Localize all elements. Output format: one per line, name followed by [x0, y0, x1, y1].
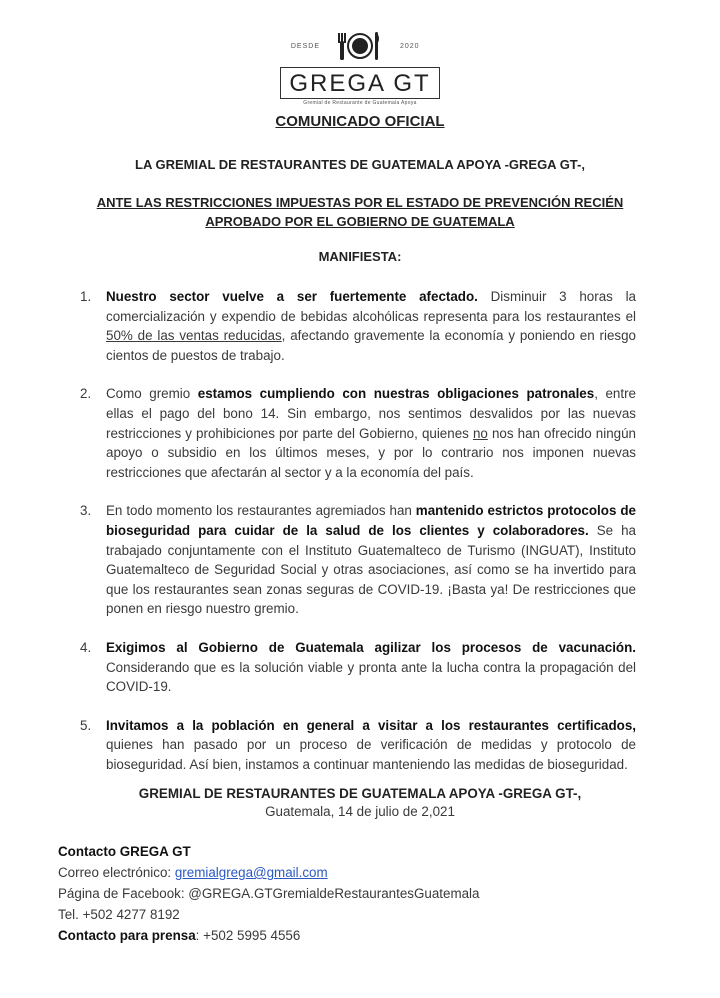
signature-block — [0, 786, 720, 819]
heading-line1: LA GREMIAL DE RESTAURANTES DE GUATEMALA APOYA -GREGA GT-, — [135, 157, 585, 172]
item-number: 5. — [80, 717, 92, 733]
manifiesta-heading: MANIFIESTA: — [318, 249, 402, 264]
press-separator: : — [195, 928, 204, 943]
item-bold-text: Nuestro sector vuelve a ser fuertemente afectado. — [106, 289, 478, 304]
item-bold-text: mantenido estrictos protocolos de bioseguridad para cuidar de la salud de los clientes y colaboradores. — [106, 503, 636, 538]
signature-date: Guatemala, 14 de julio de 2,021 — [265, 804, 455, 819]
item-underlined-text: 50% de las ventas reducidas — [106, 328, 282, 344]
list-item — [80, 287, 636, 365]
tel-number: +502 4277 8192 — [82, 907, 180, 922]
numbered-list — [80, 287, 636, 793]
item-number: 4. — [80, 639, 92, 655]
list-item — [80, 501, 636, 619]
item-text: nos han ofrecido ningún apoyo o subsidio en los últimos meses, y por lo contrario nos imponen nuevas restricciones que afectarán al sector y a la economía del país. — [106, 425, 637, 480]
press-phone: +502 5995 4556 — [203, 928, 301, 943]
item-text: , afectando gravemente la economía y poniendo en riesgo cientos de puestos de trabajo. — [106, 328, 636, 363]
contact-block — [58, 841, 479, 946]
contact-heading: Contacto GREGA GT — [58, 844, 191, 859]
signature-org: GREMIAL DE RESTAURANTES DE GUATEMALA APOYA -GREGA GT-, — [138, 786, 582, 801]
logo — [0, 28, 720, 106]
facebook-label: Página de Facebook: — [58, 886, 189, 901]
item-text: quienes han pasado por un proceso de verificación de medidas y protocolo de bioseguridad. Así bien, instamos a continuar manteniendo las medidas de bioseguridad. — [106, 737, 636, 772]
item-bold-text: Invitamos a la población en general a visitar a los restaurantes certificados, — [106, 717, 636, 733]
brand-tagline: Gremial de Restaurante de Guatemala Apoya — [303, 100, 417, 106]
item-text: Considerando que es la solución viable y pronta ante la lucha contra la propagación del COVID-19. — [106, 659, 636, 695]
email-link[interactable]: gremialgrega@gmail.com — [174, 865, 328, 880]
document-title: COMUNICADO OFICIAL — [275, 113, 445, 130]
item-number: 2. — [80, 386, 92, 402]
press-label: Contacto para prensa — [58, 928, 196, 943]
list-item — [80, 384, 636, 482]
list-item — [80, 716, 636, 775]
item-text: Disminuir 3 horas la comercialización y expendio de bebidas alcohólicas representa para los restaurantes el — [106, 289, 637, 324]
item-text: En todo momento los restaurantes agremiados han — [106, 503, 416, 519]
list-item — [80, 638, 636, 697]
item-text: Se ha trabajado conjuntamente con el Instituto Guatemalteco de Turismo (INGUAT), Instituto Guatemalteco de Seguridad Social y otras asociaciones, así como se ha invertido para que los restaurantes sean zonas seguras de COVID-19. ¡Basta ya! De restricciones que ponen en riesgo nuestro gremio. — [106, 522, 636, 617]
item-bold-text: Exigimos al Gobierno de Guatemala agilizar los procesos de vacunación. — [106, 639, 636, 655]
heading-line2: ANTE LAS RESTRICCIONES IMPUESTAS POR EL ESTADO DE PREVENCIÓN RECIÉN APROBADO POR EL GOBIERNO DE GUATEMALA — [96, 195, 624, 229]
since-year: 2020 — [400, 42, 420, 50]
tel-label: Tel. — [58, 907, 83, 922]
item-underlined-text: no — [472, 425, 488, 441]
email-label: Correo electrónico: — [58, 865, 175, 880]
facebook-handle: @GREGA.GTGremialdeRestaurantesGuatemala — [188, 886, 480, 901]
brand-name: GREGA GT — [280, 67, 439, 99]
cutlery-plate-icon — [330, 29, 390, 63]
item-number: 3. — [80, 503, 92, 519]
since-label: DESDE — [290, 42, 320, 50]
item-number: 1. — [80, 289, 92, 304]
item-text: Como gremio — [106, 386, 198, 402]
item-bold-text: estamos cumpliendo con nuestras obligaciones patronales — [197, 386, 595, 402]
item-text: , entre ellas el pago del bono 14. Sin embargo, nos sentimos desvalidos por las nuevas restricciones y prohibiciones por parte del Gobierno, quienes — [106, 386, 636, 441]
